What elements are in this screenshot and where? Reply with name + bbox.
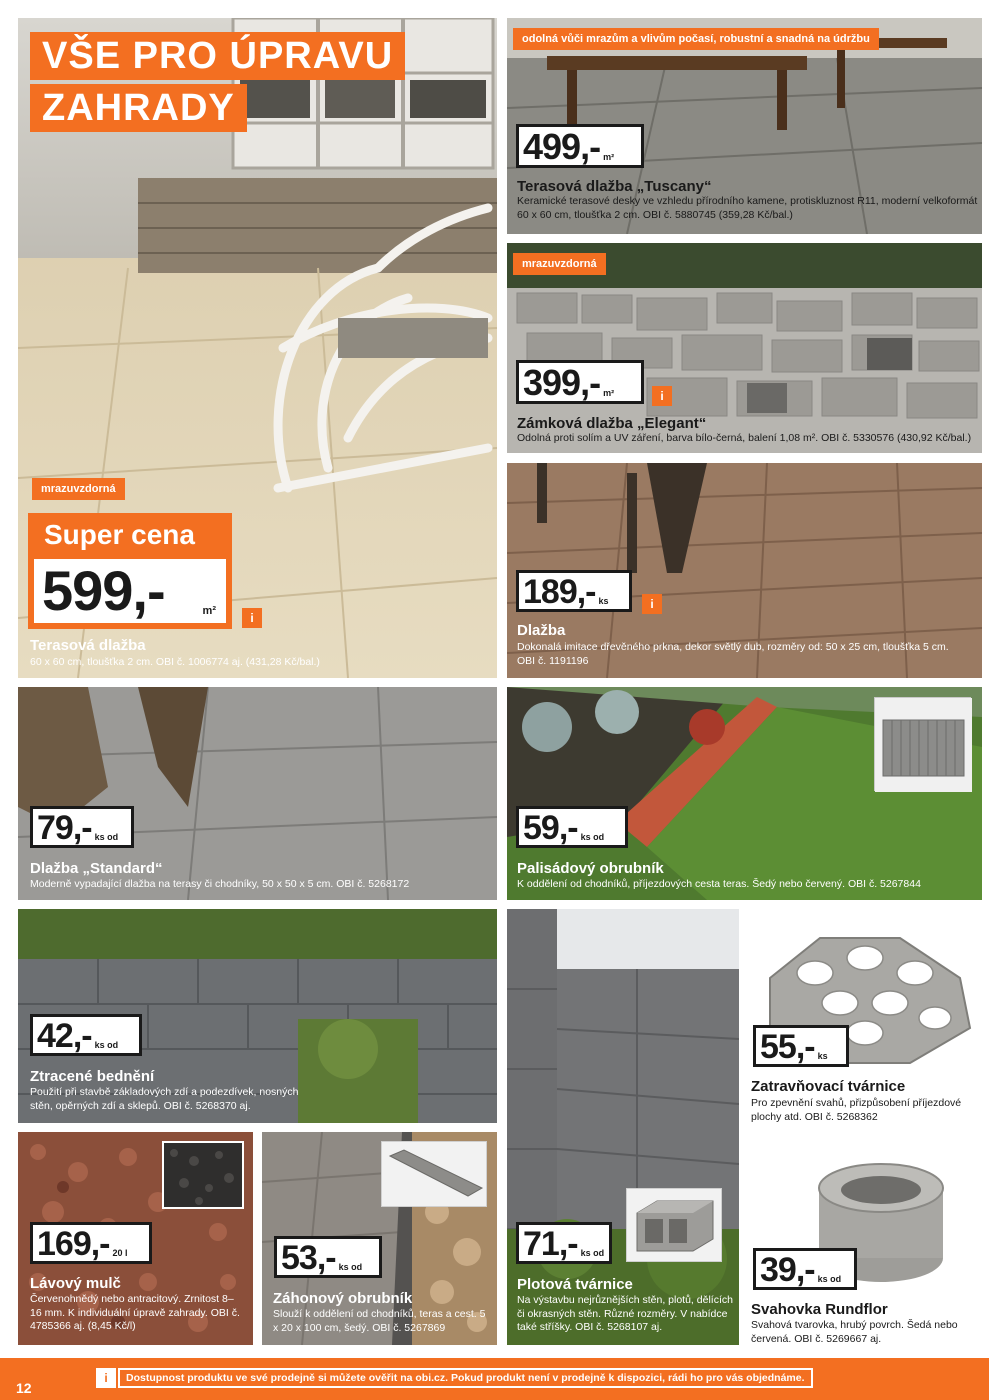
price-169: 169,- <box>37 1225 110 1263</box>
price-79: 79,- <box>37 809 92 847</box>
price-unit-ks-od: ks od <box>94 1040 119 1050</box>
price-unit-ks-od: ks od <box>94 832 119 842</box>
product-title-palisade: Palisádový obrubník <box>517 860 664 877</box>
product-title-dlazba: Dlažba <box>517 622 566 639</box>
price-42: 42,- <box>37 1017 92 1055</box>
price-55: 55,- <box>760 1028 815 1066</box>
price-unit-ks: ks <box>598 596 609 606</box>
product-title-elegant: Zámková dlažba „Elegant“ <box>517 415 707 432</box>
product-title-formwork: Ztracené bednění <box>30 1068 155 1085</box>
price-box-garden-curb <box>274 1236 382 1278</box>
price-box-elegant <box>516 360 644 404</box>
price-59: 59,- <box>523 809 578 847</box>
super-price-box <box>28 513 232 629</box>
product-title-fence-block: Plotová tvárnice <box>517 1276 633 1293</box>
price-unit-ks: ks <box>817 1051 828 1061</box>
frost-resistant-badge: mrazuvzdorná <box>513 253 606 275</box>
price-box-tuscany <box>516 124 644 168</box>
fence-block-product-image <box>627 1189 721 1261</box>
price-unit-m2: m² <box>603 152 615 162</box>
fence-block-thumbnail <box>626 1188 722 1262</box>
price-box-slope-block <box>753 1248 857 1290</box>
price-unit-20l: 20 l <box>112 1248 128 1258</box>
price-box-lava-mulch <box>30 1222 152 1264</box>
price-unit-m2: m² <box>202 605 216 617</box>
price-399: 399,- <box>523 362 601 403</box>
product-desc-fence-block: Na výstavbu nejrůznějších stěn, plotů, dělících či okrasných stěn. Různé rozměry. V nabídce také stříšky. OBI č. 5268107 aj. <box>517 1294 733 1333</box>
product-title-tuscany: Terasová dlažba „Tuscany“ <box>517 178 712 195</box>
headline-line-1: VŠE PRO ÚPRAVU <box>30 32 405 80</box>
price-box-grass-paver <box>753 1025 849 1067</box>
product-title-garden-curb: Záhonový obrubník <box>273 1290 413 1307</box>
price-box-palisade <box>516 806 628 848</box>
product-title-lava-mulch: Lávový mulč <box>30 1275 121 1292</box>
frost-resistant-badge: mrazuvzdorná <box>32 478 125 500</box>
price-unit-ks-od: ks od <box>580 832 605 842</box>
headline-line-2: ZAHRADY <box>30 84 247 132</box>
product-title-terasova-dlazba: Terasová dlažba <box>30 637 146 654</box>
product-title-slope-block: Svahovka Rundflor <box>751 1301 888 1318</box>
price-unit-ks-od: ks od <box>580 1248 605 1258</box>
super-price-value-box <box>34 559 226 623</box>
product-desc-garden-curb: Slouží k oddělení od chodníků, teras a cest. 5 x 20 x 100 cm, šedý. OBI č. 5267869 <box>273 1308 486 1334</box>
availability-notice: Dostupnost produktu ve své prodejně si můžete ověřit na obi.cz. Pokud produkt není v prodejně k dispozici, rádi ho pro vás objednáme. <box>118 1368 813 1388</box>
price-box-standard <box>30 806 134 848</box>
price-box-fence-block <box>516 1222 612 1264</box>
price-box-dlazba <box>516 570 632 612</box>
price-71: 71,- <box>523 1225 578 1263</box>
product-title-grass-paver: Zatravňovací tvárnice <box>751 1078 906 1095</box>
price-599: 599,- <box>42 559 165 622</box>
product-desc-standard: Moderně vypadající dlažba na terasy či chodníky, 50 x 50 x 5 cm. OBI č. 5268172 <box>30 878 410 890</box>
price-499: 499,- <box>523 126 601 167</box>
price-unit-ks-od: ks od <box>817 1274 842 1284</box>
price-unit-ks-od: ks od <box>338 1262 363 1272</box>
price-39: 39,- <box>760 1251 815 1289</box>
price-box-formwork <box>30 1014 142 1056</box>
product-desc-grass-paver: Pro zpevnění svahů, přizpůsobení příjezdové plochy atd. OBI č. 5268362 <box>751 1097 962 1123</box>
info-icon[interactable]: i <box>642 594 662 614</box>
product-desc-elegant: Odolná proti solím a UV záření, barva bílo-černá, balení 1,08 m². OBI č. 5330576 (430,92 Kč/bal.) <box>517 432 972 444</box>
product-desc-formwork: Použití při stavbě základových zdí a podezdívek, nosných stěn, opěrných zdí a sklepů. OBI č. 5268370 aj. <box>30 1086 299 1112</box>
product-desc-slope-block: Svahová tvarovka, hrubý povrch. Šedá nebo červená. OBI č. 5269667 aj. <box>751 1319 958 1345</box>
price-unit-m2: m² <box>603 388 615 398</box>
price-189: 189,- <box>523 573 596 611</box>
product-desc-dlazba: Dokonalá imitace dřevěného prkna, dekor světlý dub, rozměry od: 50 x 25 cm, tloušťka 5 cm. OBI č. 1191196 <box>517 641 949 667</box>
product-desc-terasova-dlazba: 60 x 60 cm, tloušťka 2 cm. OBI č. 1006774 aj. (431,28 Kč/bal.) <box>30 656 320 668</box>
product-title-standard: Dlažba „Standard“ <box>30 860 163 877</box>
lava-mulch-thumbnail <box>162 1141 244 1209</box>
super-price-label: Super cena <box>44 519 195 550</box>
product-desc-tuscany: Keramické terasové desky ve vzhledu přírodního kamene, protiskluznost R11, moderní velkoformát 60 x 60 cm, tloušťka 2 cm. OBI č. 5880745 (359,28 Kč/bal.) <box>517 195 978 221</box>
info-icon[interactable]: i <box>652 386 672 406</box>
product-desc-palisade: K oddělení od chodníků, příjezdových cesta teras. Šedý nebo červený. OBI č. 5267844 <box>517 878 921 890</box>
info-icon: i <box>96 1368 116 1388</box>
page-number: 12 <box>16 1380 32 1396</box>
palisade-product-thumbnail <box>874 697 971 791</box>
anthracite-mulch-image <box>164 1143 242 1207</box>
garden-curb-thumbnail <box>381 1141 487 1207</box>
garden-curb-product-image <box>382 1142 486 1206</box>
palisade-product-image <box>875 698 972 792</box>
info-icon[interactable]: i <box>242 608 262 628</box>
product-desc-lava-mulch: Červenohnědý nebo antracitový. Zrnitost 8–16 mm. K individuální úpravě zahrady. OBI č. 4785366 aj. (8,45 Kč/l) <box>30 1293 240 1332</box>
weather-resistant-badge: odolná vůči mrazům a vlivům počasí, robustní a snadná na údržbu <box>513 28 879 50</box>
price-53: 53,- <box>281 1239 336 1277</box>
